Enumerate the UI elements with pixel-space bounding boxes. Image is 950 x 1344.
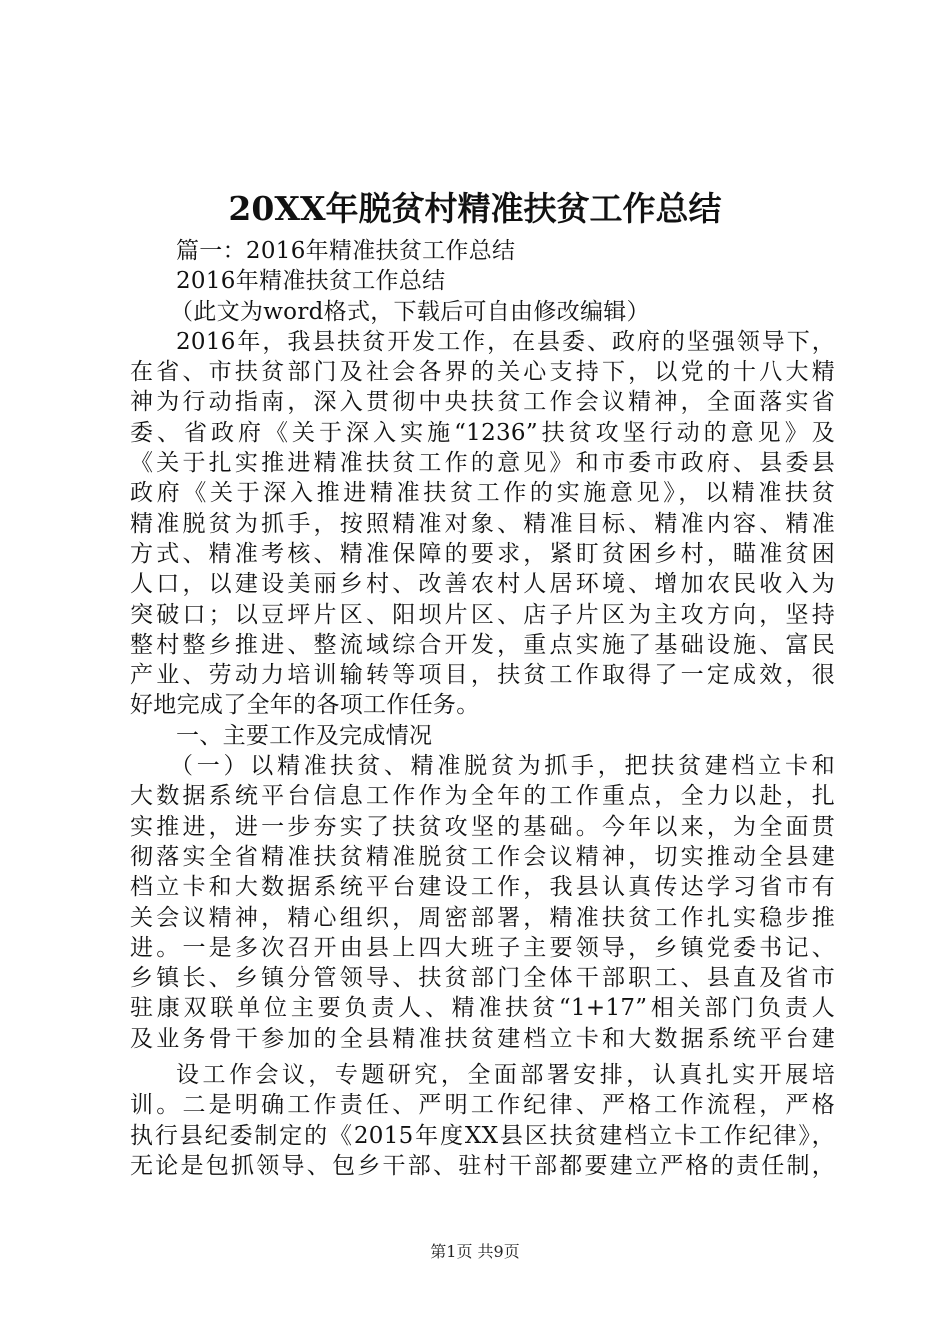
document-body-part1 — [130, 236, 835, 1054]
text-line: 在省、市扶贫部门及社会各界的关心支持下，以党的十八大精 — [130, 359, 835, 386]
text-line: （一）以精准扶贫、精准脱贫为抓手，把扶贫建档立卡和 — [170, 753, 835, 780]
text-line: 产业、劳动力培训输转等项目，扶贫工作取得了一定成效，很 — [130, 662, 835, 689]
text-line: 好地完成了全年的各项工作任务。 — [130, 692, 480, 719]
text-line: 执行县纪委制定的《2015年度XX县区扶贫建档立卡工作纪律》， — [130, 1122, 835, 1149]
text-line: 进。一是多次召开由县上四大班子主要领导，乡镇党委书记、 — [130, 934, 835, 961]
text-line: 方式、精准考核、精准保障的要求，紧盯贫困乡村，瞄准贫困 — [130, 540, 835, 567]
page-number-footer: 第1页 共9页 — [430, 1242, 520, 1261]
text-line: 关会议精神，精心组织，周密部署，精准扶贫工作扎实稳步推 — [130, 904, 835, 931]
text-line: 篇一：2016年精准扶贫工作总结 — [176, 238, 516, 264]
text-line: 实推进，进一步夯实了扶贫攻坚的基础。今年以来，为全面贯 — [130, 813, 835, 840]
text-line: 突破口；以豆坪片区、阳坝片区、店子片区为主攻方向，坚持 — [130, 601, 835, 628]
text-line: 乡镇长、乡镇分管领导、扶贫部门全体干部职工、县直及省市 — [130, 965, 835, 992]
text-line: 大数据系统平台信息工作作为全年的工作重点，全力以赴，扎 — [130, 783, 835, 810]
text-line: 2016年精准扶贫工作总结 — [176, 268, 446, 295]
text-line: 及业务骨干参加的全县精准扶贫建档立卡和大数据系统平台建 — [130, 1025, 835, 1052]
text-line: 神为行动指南，深入贯彻中央扶贫工作会议精神，全面落实省 — [130, 389, 835, 416]
text-line: 人口，以建设美丽乡村、改善农村人居环境、增加农民收入为 — [130, 571, 835, 598]
document-body-part2 — [130, 1060, 835, 1181]
text-line: 档立卡和大数据系统平台建设工作，我县认真传达学习省市有 — [130, 874, 835, 901]
text-line: 《关于扎实推进精准扶贫工作的意见》和市委市政府、县委县 — [130, 450, 835, 477]
text-line: （此文为word格式，下载后可自由修改编辑） — [170, 298, 650, 325]
text-line: 整村整乡推进、整流域综合开发，重点实施了基础设施、富民 — [130, 631, 835, 658]
text-line: 训。二是明确工作责任、严明工作纪律、严格工作流程，严格 — [130, 1092, 835, 1119]
text-line: 设工作会议，专题研究，全面部署安排，认真扎实开展培 — [176, 1062, 835, 1088]
text-line: 2016年，我县扶贫开发工作，在县委、政府的坚强领导下， — [176, 328, 835, 355]
document-title: 20XX年脱贫村精准扶贫工作总结 — [228, 189, 722, 228]
text-line: 精准脱贫为抓手，按照精准对象、精准目标、精准内容、精准 — [130, 510, 835, 537]
section-heading: 一、主要工作及完成情况 — [176, 722, 433, 749]
text-line: 驻康双联单位主要负责人、精准扶贫“1+17”相关部门负责人 — [130, 995, 835, 1022]
text-line: 彻落实全省精准扶贫精准脱贫工作会议精神，切实推动全县建 — [130, 843, 835, 870]
text-line: 委、省政府《关于深入实施“1236”扶贫攻坚行动的意见》及 — [130, 419, 835, 446]
text-line: 无论是包抓领导、包乡干部、驻村干部都要建立严格的责任制， — [130, 1152, 835, 1179]
text-line: 政府《关于深入推进精准扶贫工作的实施意见》，以精准扶贫 — [130, 480, 835, 507]
